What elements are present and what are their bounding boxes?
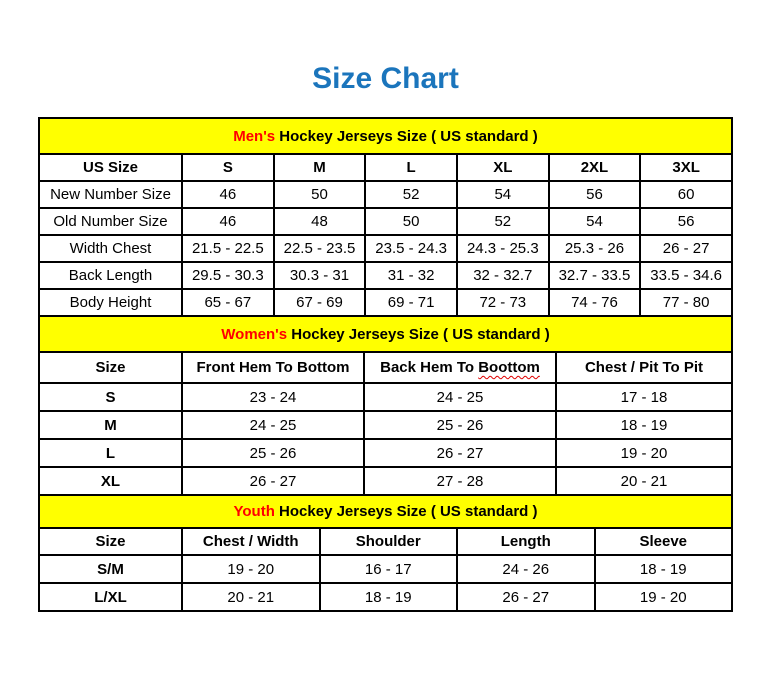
row-label-cell: New Number Size: [39, 181, 182, 208]
row-label-cell: M: [39, 411, 182, 439]
row-label-cell: Width Chest: [39, 235, 182, 262]
data-cell: 32 - 32.7: [457, 262, 549, 289]
data-cell: 24 - 25: [182, 411, 364, 439]
data-cell: 27 - 28: [364, 467, 556, 495]
data-cell: 50: [274, 181, 366, 208]
row-label-cell: Body Height: [39, 289, 182, 316]
table-row-old-number-size: [39, 208, 732, 235]
data-cell: 52: [365, 181, 457, 208]
youth-section-row: [39, 495, 732, 528]
misspelled-word: Boottom: [478, 359, 540, 376]
header-cell-2xl: 2XL: [549, 154, 641, 181]
youth-size-table: [38, 494, 733, 612]
mens-section-header: [39, 118, 732, 154]
data-cell: 18 - 19: [595, 555, 733, 583]
header-cell-size: Size: [39, 528, 182, 555]
data-cell: 60: [640, 181, 732, 208]
mens-section-row: [39, 118, 732, 154]
youth-section-header: [39, 495, 732, 528]
mens-size-table: [38, 117, 733, 317]
youth-column-header-row: [39, 528, 732, 555]
table-row-women-m: [39, 411, 732, 439]
header-cell-shoulder: Shoulder: [320, 528, 458, 555]
header-cell-xl: XL: [457, 154, 549, 181]
row-label-cell: S/M: [39, 555, 182, 583]
data-cell: 21.5 - 22.5: [182, 235, 274, 262]
data-cell: 20 - 21: [182, 583, 320, 611]
womens-size-table: [38, 315, 733, 496]
data-cell: 24 - 26: [457, 555, 595, 583]
data-cell: 20 - 21: [556, 467, 732, 495]
header-cell-front-hem: Front Hem To Bottom: [182, 352, 364, 383]
header-cell-m: M: [274, 154, 366, 181]
table-row-back-length: [39, 262, 732, 289]
youth-section-accent: Youth: [233, 503, 275, 520]
data-cell: 52: [457, 208, 549, 235]
data-cell: 46: [182, 181, 274, 208]
data-cell: 16 - 17: [320, 555, 458, 583]
header-cell-back-hem: Back Hem To Boottom: [364, 352, 556, 383]
header-cell-us-size: US Size: [39, 154, 182, 181]
header-cell-chest-pit: Chest / Pit To Pit: [556, 352, 732, 383]
data-cell: 29.5 - 30.3: [182, 262, 274, 289]
mens-column-header-row: [39, 154, 732, 181]
row-label-cell: L/XL: [39, 583, 182, 611]
header-cell-size: Size: [39, 352, 182, 383]
data-cell: 19 - 20: [595, 583, 733, 611]
header-cell-l: L: [365, 154, 457, 181]
data-cell: 50: [365, 208, 457, 235]
data-cell: 18 - 19: [320, 583, 458, 611]
data-cell: 26 - 27: [457, 583, 595, 611]
table-row-body-height: [39, 289, 732, 316]
table-row-new-number-size: [39, 181, 732, 208]
data-cell: 54: [457, 181, 549, 208]
data-cell: 26 - 27: [640, 235, 732, 262]
data-cell: 74 - 76: [549, 289, 641, 316]
data-cell: 26 - 27: [182, 467, 364, 495]
data-cell: 25.3 - 26: [549, 235, 641, 262]
data-cell: 26 - 27: [364, 439, 556, 467]
data-cell: 17 - 18: [556, 383, 732, 411]
table-row-youth-sm: [39, 555, 732, 583]
data-cell: 56: [549, 181, 641, 208]
data-cell: 24 - 25: [364, 383, 556, 411]
header-cell-length: Length: [457, 528, 595, 555]
data-cell: 23 - 24: [182, 383, 364, 411]
row-label-cell: Old Number Size: [39, 208, 182, 235]
table-row-youth-lxl: [39, 583, 732, 611]
data-cell: 54: [549, 208, 641, 235]
data-cell: 31 - 32: [365, 262, 457, 289]
page-title: Size Chart: [312, 62, 459, 95]
header-cell-chest-width: Chest / Width: [182, 528, 320, 555]
data-cell: 18 - 19: [556, 411, 732, 439]
data-cell: 48: [274, 208, 366, 235]
data-cell: 30.3 - 31: [274, 262, 366, 289]
data-cell: 24.3 - 25.3: [457, 235, 549, 262]
data-cell: 22.5 - 23.5: [274, 235, 366, 262]
womens-section-accent: Women's: [221, 325, 288, 343]
data-cell: 23.5 - 24.3: [365, 235, 457, 262]
mens-section-accent: Men's: [233, 127, 276, 145]
womens-column-header-row: [39, 352, 732, 383]
data-cell: 25 - 26: [182, 439, 364, 467]
data-cell: 19 - 20: [182, 555, 320, 583]
table-row-women-l: [39, 439, 732, 467]
data-cell: 32.7 - 33.5: [549, 262, 641, 289]
row-label-cell: XL: [39, 467, 182, 495]
youth-section-title-rest: Hockey Jerseys Size ( US standard ): [274, 503, 538, 520]
data-cell: 25 - 26: [364, 411, 556, 439]
data-cell: 46: [182, 208, 274, 235]
row-label-cell: L: [39, 439, 182, 467]
table-row-women-s: [39, 383, 732, 411]
data-cell: 33.5 - 34.6: [640, 262, 732, 289]
header-cell-3xl: 3XL: [640, 154, 732, 181]
womens-section-title-rest: Hockey Jerseys Size ( US standard ): [287, 325, 550, 343]
data-cell: 65 - 67: [182, 289, 274, 316]
data-cell: 56: [640, 208, 732, 235]
header-cell-s: S: [182, 154, 274, 181]
size-tables-container: [0, 117, 776, 612]
data-cell: 67 - 69: [274, 289, 366, 316]
data-cell: 19 - 20: [556, 439, 732, 467]
header-cell-sleeve: Sleeve: [595, 528, 733, 555]
mens-section-title-rest: Hockey Jerseys Size ( US standard ): [275, 127, 538, 145]
data-cell: 72 - 73: [457, 289, 549, 316]
data-cell: 69 - 71: [365, 289, 457, 316]
womens-section-row: [39, 316, 732, 352]
row-label-cell: S: [39, 383, 182, 411]
table-row-women-xl: [39, 467, 732, 495]
table-row-width-chest: [39, 235, 732, 262]
womens-section-header: [39, 316, 732, 352]
row-label-cell: Back Length: [39, 262, 182, 289]
data-cell: 77 - 80: [640, 289, 732, 316]
